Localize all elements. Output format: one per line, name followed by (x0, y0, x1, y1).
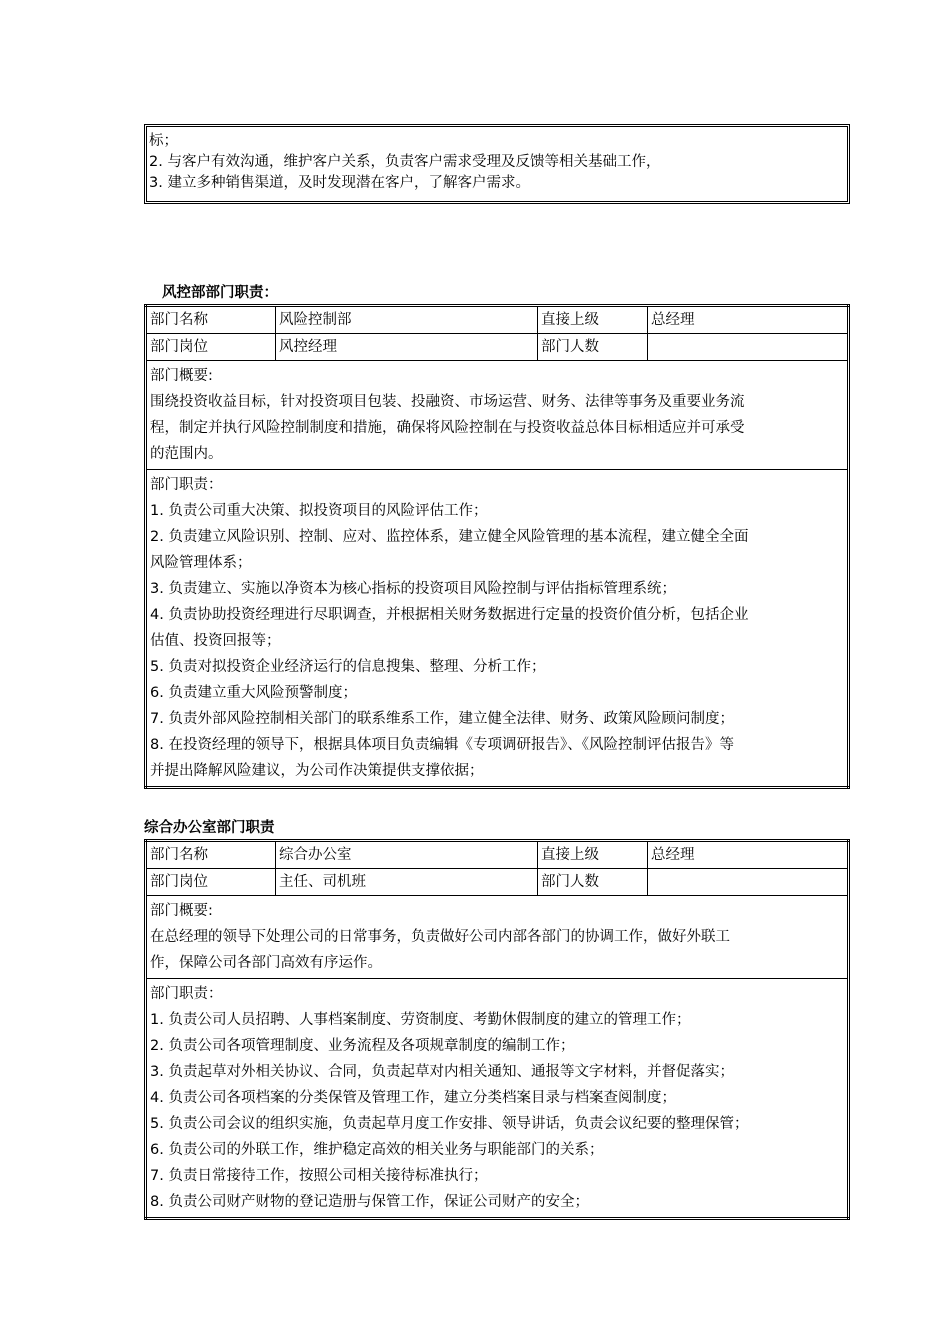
duty-line: 8. 在投资经理的领导下，根据具体项目负责编辑《专项调研报告》、《风险控制评估报告》等 (150, 737, 734, 753)
duty-line: 3. 负责起草对外相关协议、合同，负责起草对内相关通知、通报等文字材料，并督促落实； (150, 1064, 734, 1080)
risk-section-heading: 风控部部门职责： (162, 285, 278, 301)
overview-cell (146, 896, 849, 979)
duty-line: 估值、投资回报等； (150, 633, 281, 649)
duties-cell (146, 470, 849, 788)
duties-label: 部门职责： (150, 986, 223, 1002)
duty-line: 风险管理体系； (150, 555, 252, 571)
overview-line: 程，制定并执行风险控制制度和措施，确保将风险控制在与投资收益总体目标相适应并可承受 (150, 420, 745, 436)
table-row (146, 869, 849, 896)
duty-line: 7. 负责日常接待工作，按照公司相关接待标准执行； (150, 1168, 488, 1184)
post-label: 部门岗位 (146, 334, 276, 361)
duty-line: 7. 负责外部风险控制相关部门的联系维系工作，建立健全法律、财务、政策风险顾问制度； (150, 711, 734, 727)
headcount-label: 部门人数 (538, 869, 648, 896)
continuation-line: 标； (149, 133, 178, 149)
dept-name-label: 部门名称 (146, 306, 276, 334)
headcount-label: 部门人数 (538, 334, 648, 361)
duty-line: 3. 负责建立、实施以净资本为核心指标的投资项目风险控制与评估指标管理系统； (150, 581, 676, 597)
duty-line: 5. 负责对拟投资企业经济运行的信息搜集、整理、分析工作； (150, 659, 546, 675)
superior-value: 总经理 (648, 841, 849, 869)
table-row (146, 979, 849, 1219)
duty-line: 4. 负责公司各项档案的分类保管及管理工作，建立分类档案目录与档案查阅制度； (150, 1090, 676, 1106)
office-dept-table (144, 839, 850, 1220)
superior-value: 总经理 (648, 306, 849, 334)
duty-line: 2. 负责公司各项管理制度、业务流程及各项规章制度的编制工作； (150, 1038, 575, 1054)
continuation-line: 3. 建立多种销售渠道，及时发现潜在客户，了解客户需求。 (149, 175, 530, 191)
post-label: 部门岗位 (146, 869, 276, 896)
overview-line: 围绕投资收益目标，针对投资项目包装、投融资、市场运营、财务、法律等事务及重要业务流 (150, 394, 745, 410)
duty-line: 并提出降解风险建议，为公司作决策提供支撑依据； (150, 763, 484, 779)
risk-dept-table (144, 304, 850, 789)
duty-line: 8. 负责公司财产财物的登记造册与保管工作，保证公司财产的安全； (150, 1194, 589, 1210)
duty-line: 2. 负责建立风险识别、控制、应对、监控体系，建立健全风险管理的基本流程，建立健全全面 (150, 529, 749, 545)
office-section-heading: 综合办公室部门职责 (144, 820, 275, 836)
headcount-value (648, 334, 849, 361)
table-row (146, 361, 849, 470)
overview-cell (146, 361, 849, 470)
superior-label: 直接上级 (538, 306, 648, 334)
superior-label: 直接上级 (538, 841, 648, 869)
dept-name-value: 综合办公室 (276, 841, 538, 869)
overview-label: 部门概要: (150, 903, 213, 919)
overview-label: 部门概要: (150, 368, 213, 384)
duty-line: 6. 负责建立重大风险预警制度； (150, 685, 357, 701)
dept-name-label: 部门名称 (146, 841, 276, 869)
duty-line: 1. 负责公司重大决策、拟投资项目的风险评估工作； (150, 503, 488, 519)
table-row (146, 470, 849, 788)
duties-label: 部门职责： (150, 477, 223, 493)
table-row (146, 896, 849, 979)
dept-name-value: 风险控制部 (276, 306, 538, 334)
duties-cell (146, 979, 849, 1219)
table-row (146, 334, 849, 361)
continuation-box (144, 124, 850, 204)
duty-line: 6. 负责公司的外联工作，维护稳定高效的相关业务与职能部门的关系； (150, 1142, 604, 1158)
continuation-line: 2. 与客户有效沟通，维护客户关系，负责客户需求受理及反馈等相关基础工作， (149, 154, 661, 170)
duty-line: 4. 负责协助投资经理进行尽职调查，并根据相关财务数据进行定量的投资价值分析，包括企业 (150, 607, 749, 623)
headcount-value (648, 869, 849, 896)
table-row (146, 306, 849, 334)
post-value: 风控经理 (276, 334, 538, 361)
post-value: 主任、司机班 (276, 869, 538, 896)
duty-line: 5. 负责公司会议的组织实施，负责起草月度工作安排、领导讲话，负责会议纪要的整理保管； (150, 1116, 749, 1132)
overview-line: 在总经理的领导下处理公司的日常事务，负责做好公司内部各部门的协调工作，做好外联工 (150, 929, 730, 945)
table-row (146, 841, 849, 869)
duty-line: 1. 负责公司人员招聘、人事档案制度、劳资制度、考勤休假制度的建立的管理工作； (150, 1012, 691, 1028)
overview-line: 作，保障公司各部门高效有序运作。 (150, 955, 382, 971)
overview-line: 的范围内。 (150, 446, 223, 462)
